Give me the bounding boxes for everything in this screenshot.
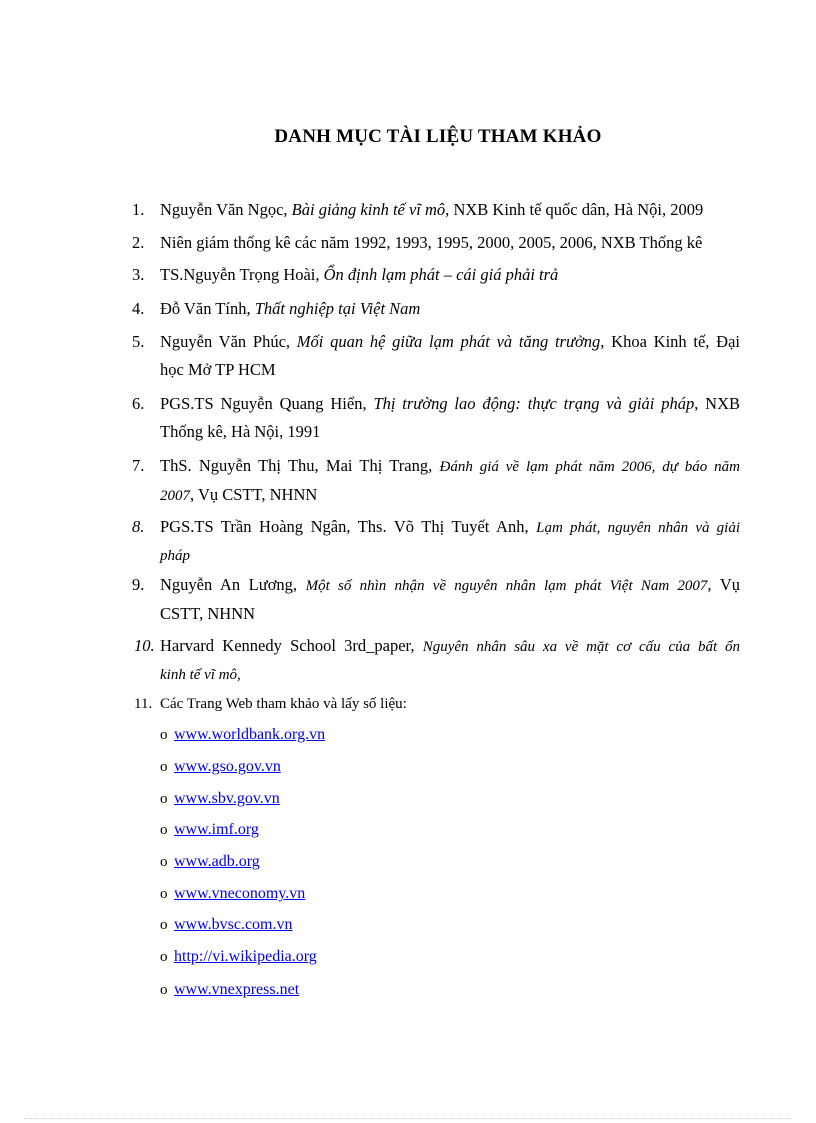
bullet-icon: o — [160, 791, 168, 807]
reference-author: Nguyễn Văn Phúc, — [160, 332, 297, 351]
reference-number: 11. — [134, 696, 153, 712]
bullet-icon: o — [160, 727, 168, 743]
bullet-icon: o — [160, 917, 168, 933]
reference-continuation: Thống kê, Hà Nội, 1991 — [160, 422, 321, 441]
reference-author: PGS.TS Trần Hoàng Ngân, Ths. Võ Thị Tuyết Anh, — [160, 517, 537, 536]
reference-number: 1. — [132, 200, 145, 219]
link-imf[interactable]: www.imf.org — [174, 821, 259, 838]
reference-title: Một số nhìn nhận về nguyên nhân lạm phát Việt Nam 2007 — [305, 578, 708, 594]
reference-number: 4. — [132, 299, 145, 318]
reference-publisher: , Vụ CSTT, NHNN — [190, 485, 318, 504]
reference-title-continued: 2007 — [160, 488, 190, 504]
reference-publisher: , Vụ — [707, 575, 740, 594]
list-item — [160, 853, 260, 871]
reference-title-continued: pháp — [160, 548, 190, 564]
list-item — [160, 981, 299, 999]
list-item — [160, 758, 281, 776]
bullet-icon: o — [160, 759, 168, 775]
reference-item — [132, 196, 740, 224]
reference-author: Đỗ Văn Tính, — [160, 299, 255, 318]
link-vneconomy[interactable]: www.vneconomy.vn — [174, 885, 306, 902]
bullet-icon: o — [160, 822, 168, 838]
reference-item — [132, 571, 740, 628]
reference-title: Thất nghiệp tại Việt Nam — [254, 299, 421, 318]
reference-author: Nguyễn Văn Ngọc, — [160, 200, 292, 219]
reference-author: TS.Nguyễn Trọng Hoài, — [160, 265, 324, 284]
reference-item — [132, 452, 740, 510]
reference-number: 6. — [132, 394, 145, 413]
bullet-icon: o — [160, 982, 168, 998]
page-bottom-divider — [24, 1118, 792, 1119]
reference-text: Niên giám thống kê các năm 1992, 1993, 1995, 2000, 2005, 2006, NXB Thống kê — [160, 233, 703, 252]
reference-title-continued: kinh tế vĩ mô, — [160, 667, 241, 683]
reference-number: 2. — [132, 233, 145, 252]
reference-title: Ổn định lạm phát – cái giá phải trả — [323, 265, 559, 284]
reference-number: 7. — [132, 456, 145, 475]
link-wikipedia[interactable]: http://vi.wikipedia.org — [174, 948, 317, 965]
link-sbv[interactable]: www.sbv.gov.vn — [174, 790, 280, 807]
reference-publisher: , NXB — [694, 394, 741, 413]
reference-item — [134, 632, 740, 689]
link-vnexpress[interactable]: www.vnexpress.net — [174, 981, 300, 998]
bullet-icon: o — [160, 949, 168, 965]
reference-author: ThS. Nguyễn Thị Thu, Mai Thị Trang, — [160, 456, 440, 475]
reference-publisher: NXB Kinh tế quốc dân, Hà Nội, 2009 — [449, 200, 704, 219]
reference-number: 10. — [134, 636, 155, 655]
reference-text: Các Trang Web tham khảo và lấy số liệu: — [160, 696, 407, 712]
list-item — [160, 885, 305, 903]
list-item — [160, 790, 280, 808]
reference-title: Đánh giá về lạm phát năm 2006, dự báo năm — [439, 459, 740, 475]
reference-number: 8. — [132, 517, 145, 536]
reference-number: 3. — [132, 265, 145, 284]
list-item — [160, 726, 325, 744]
list-item — [160, 916, 293, 934]
reference-author: Nguyễn An Lương, — [160, 575, 306, 594]
reference-item — [132, 295, 740, 323]
reference-number: 9. — [132, 575, 145, 594]
reference-author: PGS.TS Nguyễn Quang Hiển, — [160, 394, 374, 413]
reference-title: Lạm phát, nguyên nhân và giải — [536, 520, 740, 536]
bullet-icon: o — [160, 854, 168, 870]
bullet-icon: o — [160, 886, 168, 902]
reference-continuation: học Mở TP HCM — [160, 360, 276, 379]
list-item — [160, 948, 317, 966]
reference-item — [132, 229, 740, 257]
list-item — [160, 821, 259, 839]
reference-title: Mối quan hệ giữa lạm phát và tăng trưởng — [296, 332, 601, 351]
reference-item — [132, 390, 741, 446]
page-title: DANH MỤC TÀI LIỆU THAM KHẢO — [274, 126, 602, 147]
reference-title: Bài giảng kinh tế vĩ mô, — [291, 200, 450, 219]
link-bvsc[interactable]: www.bvsc.com.vn — [174, 916, 293, 933]
reference-item — [132, 513, 740, 570]
reference-item — [132, 261, 740, 289]
link-worldbank[interactable]: www.worldbank.org.vn — [174, 726, 326, 743]
reference-title: Nguyên nhân sâu xa về mặt cơ cấu của bất ổn — [422, 639, 740, 655]
reference-title: Thị trường lao động: thực trạng và giải pháp — [373, 394, 695, 413]
reference-continuation: CSTT, NHNN — [160, 604, 256, 623]
reference-item — [134, 690, 740, 718]
reference-number: 5. — [132, 332, 145, 351]
link-gso[interactable]: www.gso.gov.vn — [174, 758, 281, 775]
reference-publisher: , Khoa Kinh tế, Đại — [600, 332, 740, 351]
reference-author: Harvard Kennedy School 3rd_paper, — [160, 636, 423, 655]
link-adb[interactable]: www.adb.org — [174, 853, 260, 870]
reference-item — [132, 328, 740, 384]
